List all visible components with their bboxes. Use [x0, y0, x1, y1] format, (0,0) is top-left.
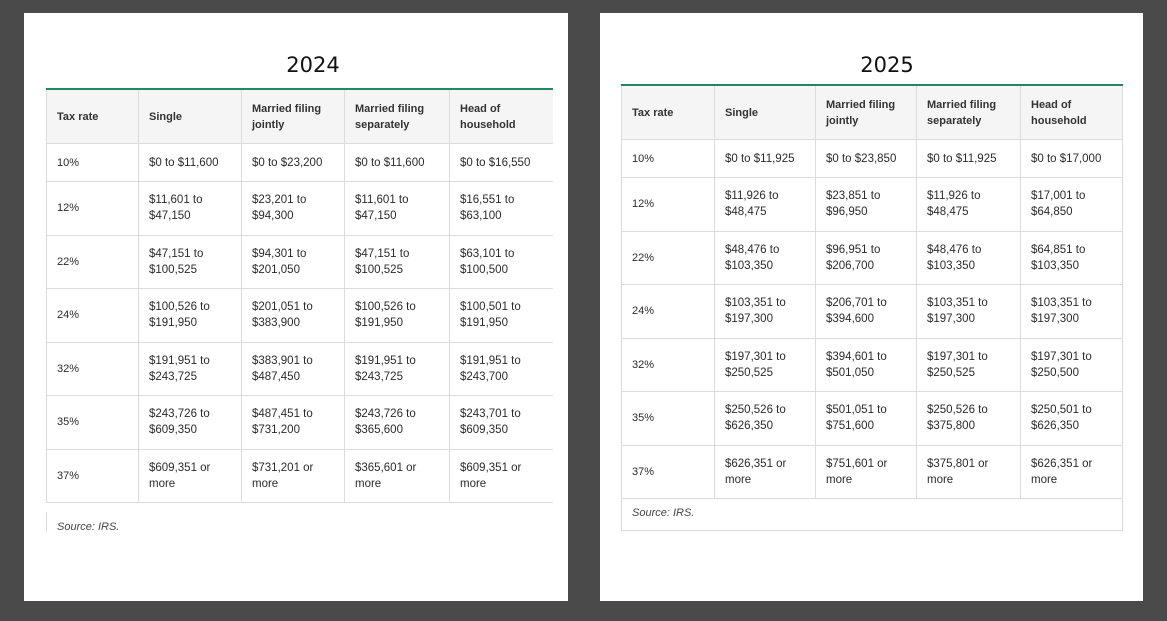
- cell-single: $197,301 to $250,525: [715, 338, 816, 392]
- header-tax-rate: Tax rate: [622, 85, 715, 140]
- cell-single: $0 to $11,925: [715, 140, 816, 178]
- cell-rate: 37%: [47, 449, 139, 503]
- cell-married-jointly: $501,051 to $751,600: [816, 392, 917, 446]
- cell-rate: 10%: [622, 140, 715, 178]
- cell-married-separately: $48,476 to $103,350: [917, 231, 1021, 285]
- cell-married-jointly: $94,301 to $201,050: [242, 235, 345, 289]
- table-row: [47, 289, 553, 343]
- cell-head-of-household: $0 to $16,550: [450, 144, 553, 182]
- cell-head-of-household: $626,351 or more: [1021, 445, 1123, 499]
- cell-married-separately: $375,801 or more: [917, 445, 1021, 499]
- cell-married-jointly: $206,701 to $394,600: [816, 285, 917, 339]
- table-row: [47, 449, 553, 503]
- cell-married-separately: $0 to $11,600: [345, 144, 450, 182]
- cell-rate: 24%: [622, 285, 715, 339]
- table-row: [47, 342, 553, 396]
- source-note-2025: Source: IRS.: [621, 498, 1123, 531]
- cell-single: $11,601 to $47,150: [139, 182, 242, 236]
- header-married-jointly: Married filing jointly: [816, 85, 917, 140]
- header-single: Single: [139, 89, 242, 144]
- cell-single: $243,726 to $609,350: [139, 396, 242, 450]
- header-married-jointly: Married filing jointly: [242, 89, 345, 144]
- cell-rate: 32%: [622, 338, 715, 392]
- cell-married-jointly: $0 to $23,850: [816, 140, 917, 178]
- table-title-2024: 2024: [286, 53, 340, 77]
- tax-table-panel-2024: [24, 13, 568, 601]
- cell-single: $626,351 or more: [715, 445, 816, 499]
- tax-bracket-table-2025: [621, 84, 1123, 499]
- cell-rate: 35%: [47, 396, 139, 450]
- table-header-row: [47, 89, 553, 144]
- cell-married-separately: $243,726 to $365,600: [345, 396, 450, 450]
- cell-single: $103,351 to $197,300: [715, 285, 816, 339]
- cell-rate: 35%: [622, 392, 715, 446]
- header-tax-rate: Tax rate: [47, 89, 139, 144]
- cell-rate: 12%: [622, 178, 715, 232]
- tax-table-panel-2025: [600, 13, 1143, 601]
- cell-single: $11,926 to $48,475: [715, 178, 816, 232]
- cell-married-jointly: $96,951 to $206,700: [816, 231, 917, 285]
- cell-head-of-household: $243,701 to $609,350: [450, 396, 553, 450]
- cell-single: $609,351 or more: [139, 449, 242, 503]
- cell-rate: 12%: [47, 182, 139, 236]
- cell-married-separately: $103,351 to $197,300: [917, 285, 1021, 339]
- cell-head-of-household: $250,501 to $626,350: [1021, 392, 1123, 446]
- table-row: [622, 178, 1123, 232]
- cell-married-separately: $100,526 to $191,950: [345, 289, 450, 343]
- cell-married-jointly: $201,051 to $383,900: [242, 289, 345, 343]
- cell-single: $48,476 to $103,350: [715, 231, 816, 285]
- table-header-row: [622, 85, 1123, 140]
- cell-married-jointly: $731,201 or more: [242, 449, 345, 503]
- cell-married-separately: $191,951 to $243,725: [345, 342, 450, 396]
- cell-head-of-household: $197,301 to $250,500: [1021, 338, 1123, 392]
- cell-married-separately: $250,526 to $375,800: [917, 392, 1021, 446]
- cell-rate: 10%: [47, 144, 139, 182]
- cell-head-of-household: $191,951 to $243,700: [450, 342, 553, 396]
- cell-single: $100,526 to $191,950: [139, 289, 242, 343]
- cell-married-jointly: $487,451 to $731,200: [242, 396, 345, 450]
- cell-head-of-household: $0 to $17,000: [1021, 140, 1123, 178]
- cell-married-separately: $11,601 to $47,150: [345, 182, 450, 236]
- table-row: [47, 144, 553, 182]
- table-row: [622, 392, 1123, 446]
- cell-head-of-household: $100,501 to $191,950: [450, 289, 553, 343]
- table-title-2025: 2025: [860, 53, 914, 77]
- cell-married-separately: $197,301 to $250,525: [917, 338, 1021, 392]
- cell-head-of-household: $103,351 to $197,300: [1021, 285, 1123, 339]
- tax-bracket-table-2024: [46, 88, 553, 503]
- cell-married-jointly: $0 to $23,200: [242, 144, 345, 182]
- table-row: [622, 231, 1123, 285]
- header-head-of-household: Head of household: [1021, 85, 1123, 140]
- cell-rate: 24%: [47, 289, 139, 343]
- cell-married-separately: $365,601 or more: [345, 449, 450, 503]
- cell-married-jointly: $23,201 to $94,300: [242, 182, 345, 236]
- table-row: [47, 396, 553, 450]
- cell-married-separately: $47,151 to $100,525: [345, 235, 450, 289]
- cell-single: $47,151 to $100,525: [139, 235, 242, 289]
- cell-rate: 22%: [47, 235, 139, 289]
- table-row: [47, 182, 553, 236]
- cell-married-jointly: $751,601 or more: [816, 445, 917, 499]
- cell-rate: 37%: [622, 445, 715, 499]
- cell-rate: 22%: [622, 231, 715, 285]
- cell-head-of-household: $609,351 or more: [450, 449, 553, 503]
- table-row: [622, 140, 1123, 178]
- cell-head-of-household: $17,001 to $64,850: [1021, 178, 1123, 232]
- table-row: [622, 445, 1123, 499]
- source-note-2024: Source: IRS.: [46, 512, 553, 532]
- cell-married-separately: $0 to $11,925: [917, 140, 1021, 178]
- cell-married-jointly: $383,901 to $487,450: [242, 342, 345, 396]
- cell-rate: 32%: [47, 342, 139, 396]
- table-row: [622, 285, 1123, 339]
- cell-single: $0 to $11,600: [139, 144, 242, 182]
- cell-single: $250,526 to $626,350: [715, 392, 816, 446]
- table-row: [47, 235, 553, 289]
- cell-head-of-household: $16,551 to $63,100: [450, 182, 553, 236]
- cell-single: $191,951 to $243,725: [139, 342, 242, 396]
- table-row: [622, 338, 1123, 392]
- header-head-of-household: Head of household: [450, 89, 553, 144]
- cell-married-jointly: $394,601 to $501,050: [816, 338, 917, 392]
- cell-married-jointly: $23,851 to $96,950: [816, 178, 917, 232]
- cell-married-separately: $11,926 to $48,475: [917, 178, 1021, 232]
- header-married-separately: Married filing separately: [345, 89, 450, 144]
- header-married-separately: Married filing separately: [917, 85, 1021, 140]
- header-single: Single: [715, 85, 816, 140]
- cell-head-of-household: $64,851 to $103,350: [1021, 231, 1123, 285]
- cell-head-of-household: $63,101 to $100,500: [450, 235, 553, 289]
